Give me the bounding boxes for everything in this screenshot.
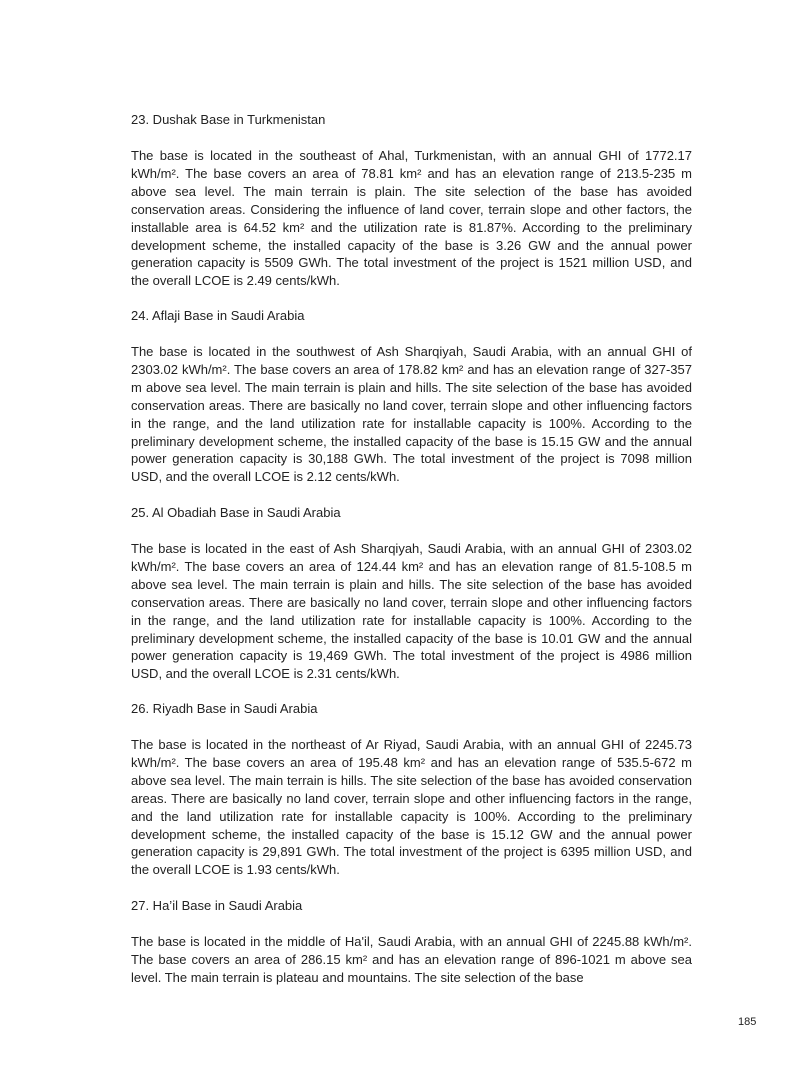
section-paragraph: The base is located in the southeast of Ahal, Turkmenistan, with an annual GHI of 1772.17 kWh/m². The base covers an area of 78.81 km² and has an elevation range of 213.5-235 m above sea level. The main terrain is plain. The site selection of the base has avoided conservation areas. Considering the influence of land cover, terrain slope and other factors, the installable area is 64.52 km² and the utilization rate is 81.87%. According to the preliminary development scheme, the installed capacity of the base is 3.26 GW and the annual power generation capacity is 5509 GWh. The total investment of the project is 1521 million USD, and the overall LCOE is 2.49 cents/kWh.: [131, 148, 692, 289]
section-aflaji-base: [131, 307, 692, 486]
section-heading: 23. Dushak Base in Turkmenistan: [131, 112, 326, 127]
section-dushak-base: [131, 111, 692, 290]
section-heading: 24. Aflaji Base in Saudi Arabia: [131, 308, 305, 323]
section-heading: 27. Ha’il Base in Saudi Arabia: [131, 898, 303, 913]
section-heading: 25. Al Obadiah Base in Saudi Arabia: [131, 505, 341, 520]
section-paragraph: The base is located in the southwest of Ash Sharqiyah, Saudi Arabia, with an annual GHI of 2303.02 kWh/m². The base covers an area of 178.82 km² and has an elevation range of 327-357 m above sea level. The main terrain is plain and hills. The site selection of the base has avoided conservation areas. There are basically no land cover, terrain slope and other influencing factors in the range, and the land utilization rate for installable capacity is 100%. According to the preliminary development scheme, the installed capacity of the base is 15.15 GW and the annual power generation capacity is 30,188 GWh. The total investment of the project is 7098 million USD, and the overall LCOE is 2.12 cents/kWh.: [131, 344, 692, 485]
section-heading: 26. Riyadh Base in Saudi Arabia: [131, 701, 318, 716]
section-hail-base: [131, 897, 692, 987]
section-al-obadiah-base: [131, 504, 692, 683]
section-paragraph: The base is located in the middle of Ha'il, Saudi Arabia, with an annual GHI of 2245.88 kWh/m². The base covers an area of 286.15 km² and has an elevation range of 896-1021 m above sea level. The main terrain is plateau and mountains. The site selection of the base: [131, 934, 692, 985]
page-number: 185: [738, 1016, 757, 1028]
section-paragraph: The base is located in the northeast of Ar Riyad, Saudi Arabia, with an annual GHI of 2245.73 kWh/m². The base covers an area of 195.48 km² and has an elevation range of 535.5-672 m above sea level. The main terrain is hills. The site selection of the base has avoided conservation areas. There are basically no land cover, terrain slope and other influencing factors in the range, and the land utilization rate for installable capacity is 100%. According to the preliminary development scheme, the installed capacity of the base is 15.12 GW and the annual power generation capacity is 29,891 GWh. The total investment of the project is 6395 million USD, and the overall LCOE is 1.93 cents/kWh.: [131, 737, 692, 878]
section-paragraph: The base is located in the east of Ash Sharqiyah, Saudi Arabia, with an annual GHI of 2303.02 kWh/m². The base covers an area of 124.44 km² and has an elevation range of 81.5-108.5 m above sea level. The main terrain is plain and hills. The site selection of the base has avoided conservation areas. There are basically no land cover, terrain slope and other influencing factors in the range, and the land utilization rate for installable capacity is 100%. According to the preliminary development scheme, the installed capacity of the base is 10.01 GW and the annual power generation capacity is 19,469 GWh. The total investment of the project is 4986 million USD, and the overall LCOE is 2.31 cents/kWh.: [131, 541, 692, 682]
section-riyadh-base: [131, 700, 692, 879]
